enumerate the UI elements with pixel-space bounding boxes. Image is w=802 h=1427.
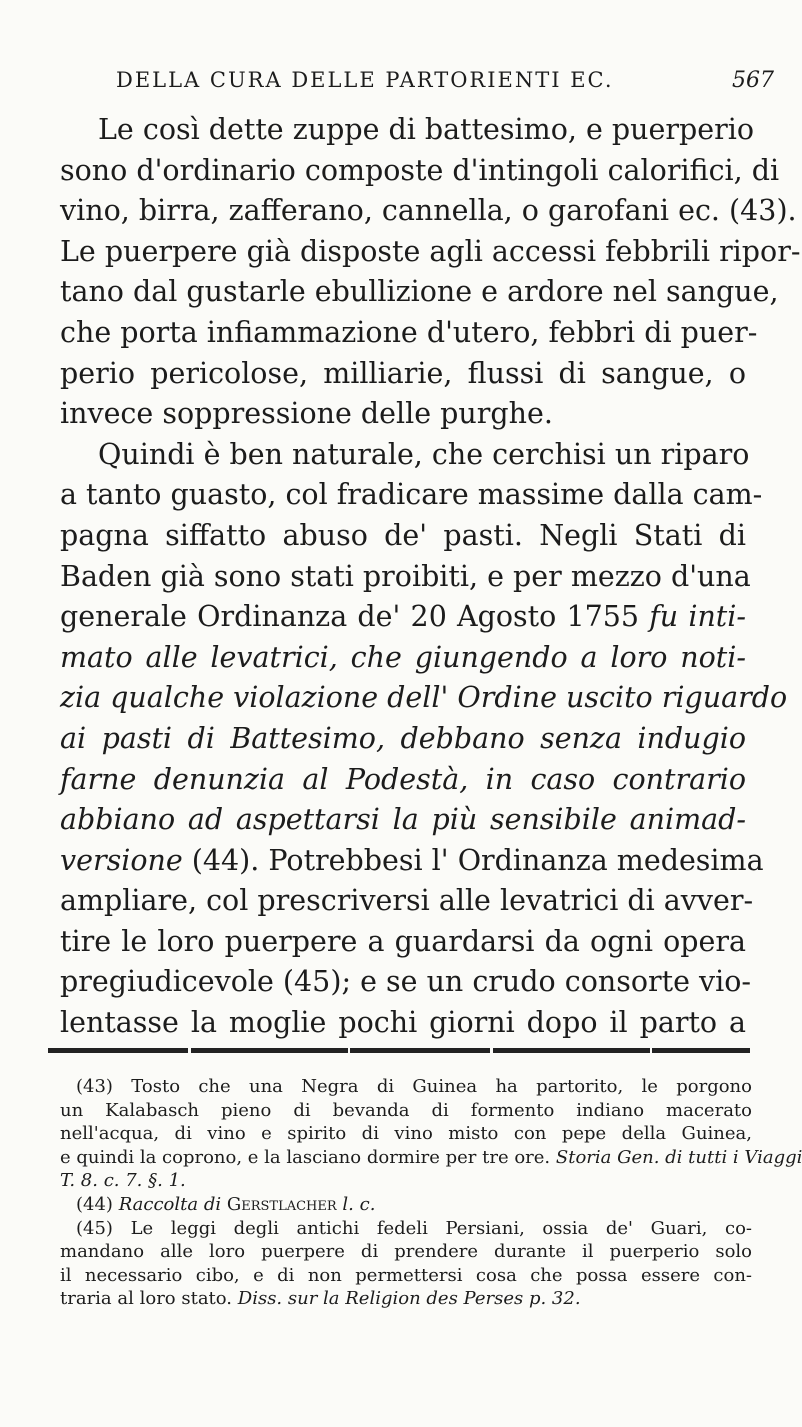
text-line-italic: farne denunzia al Podestà, in caso contrario <box>60 762 746 796</box>
text-line: vino, birra, zafferano, cannella, o garofani ec. (43). <box>60 194 797 228</box>
text-line: che porta infiammazione d'utero, febbri di puer- <box>60 315 758 349</box>
text-line: tano dal gustarle ebullizione e ardore nel sangue, <box>60 275 779 309</box>
text-line-italic: ai pasti di Battesimo, debbano senza indugio <box>60 721 746 755</box>
footnote-line <box>60 1287 752 1311</box>
footnote-line: un Kalabasch pieno di bevanda di formento indiano macerato <box>60 1099 752 1121</box>
footnote-line: nell'acqua, di vino e spirito di vino misto con pepe della Guinea, <box>60 1123 752 1145</box>
footnote-source: Diss. sur la Religion des Perses <box>237 1288 524 1310</box>
footnote-rule <box>48 1048 750 1053</box>
text-line: Le puerpere già disposte agli accessi febbrili ripor- <box>60 234 801 268</box>
text-line: Quindi è ben naturale, che cerchisi un riparo <box>98 437 750 471</box>
text-line <box>60 841 764 882</box>
footnote-marker: (44) <box>76 1193 113 1215</box>
footnote-ref: T. 8. c. 7. §. 1. <box>60 1170 186 1192</box>
footnote-line: il necessario cibo, e di non permettersi cosa che possa essere con- <box>60 1264 752 1286</box>
footnote-source: Storia Gen. di tutti i Viaggi <box>555 1146 802 1168</box>
italic-span: versione <box>60 843 183 877</box>
text-line: Baden già sono stati proibiti, e per mezzo d'una <box>60 559 751 593</box>
text-line-italic: zia qualche violazione dell' Ordine uscito riguardo <box>60 681 788 715</box>
footnote-ref: l. c. <box>342 1193 376 1215</box>
text-line: pagna siffatto abuso de' pasti. Negli Stati di <box>60 518 746 552</box>
text-line-italic: mato alle levatrici, che giungendo a loro noti- <box>60 640 746 674</box>
footnote-line: (45) Le leggi degli antichi fedeli Persiani, ossia de' Guari, co- <box>76 1217 752 1239</box>
footnote-ref: p. 32. <box>528 1288 581 1310</box>
text-line: invece soppressione delle purghe. <box>60 397 553 431</box>
text-line: a tanto guasto, col fradicare massime dalla cam- <box>60 478 763 512</box>
text-line <box>60 597 746 638</box>
text-line: sono d'ordinario composte d'intingoli calorifici, di <box>60 153 780 187</box>
footnote-line: (43) Tosto che una Negra di Guinea ha partorito, le porgono <box>76 1076 752 1097</box>
page-number: 567 <box>732 68 774 93</box>
footnote-text: traria al loro stato. <box>60 1288 233 1310</box>
footnote-line <box>60 1146 802 1170</box>
footnotes-block <box>60 1075 802 1311</box>
text-line-italic: abbiano ad aspettarsi la più sensibile animad- <box>60 803 746 837</box>
footnote-line <box>60 1193 752 1217</box>
text-line: Le così dette zuppe di battesimo, e puerperio <box>98 113 754 146</box>
italic-span: fu inti- <box>649 600 746 634</box>
running-header: DELLA CURA DELLE PARTORIENTI EC. <box>116 68 614 92</box>
text-line: pregiudicevole (45); e se un crudo consorte vio- <box>60 965 752 999</box>
text-span: generale Ordinanza de' 20 Agosto 1755 <box>60 600 639 634</box>
footnote-author: Gerstlacher <box>226 1193 337 1215</box>
footnote-text: e quindi la coprono, e la lasciano dormire per tre ore. <box>60 1146 551 1168</box>
text-line: tire le loro puerpere a guardarsi da ogni opera <box>60 924 746 958</box>
text-line: lentasse la moglie pochi giorni dopo il parto a <box>60 1006 746 1040</box>
footnote-line <box>60 1169 752 1193</box>
footnote-source: Raccolta di <box>118 1193 222 1215</box>
text-line: perio pericolose, milliarie, flussi di sangue, o <box>60 356 746 390</box>
text-span: (44). Potrebbesi l' Ordinanza medesima <box>191 843 764 877</box>
footnote-line: mandano alle loro puerpere di prendere durante il puerperio solo <box>60 1241 752 1263</box>
text-line: ampliare, col prescriversi alle levatrici di avver- <box>60 884 754 918</box>
main-text-block <box>60 110 801 1044</box>
